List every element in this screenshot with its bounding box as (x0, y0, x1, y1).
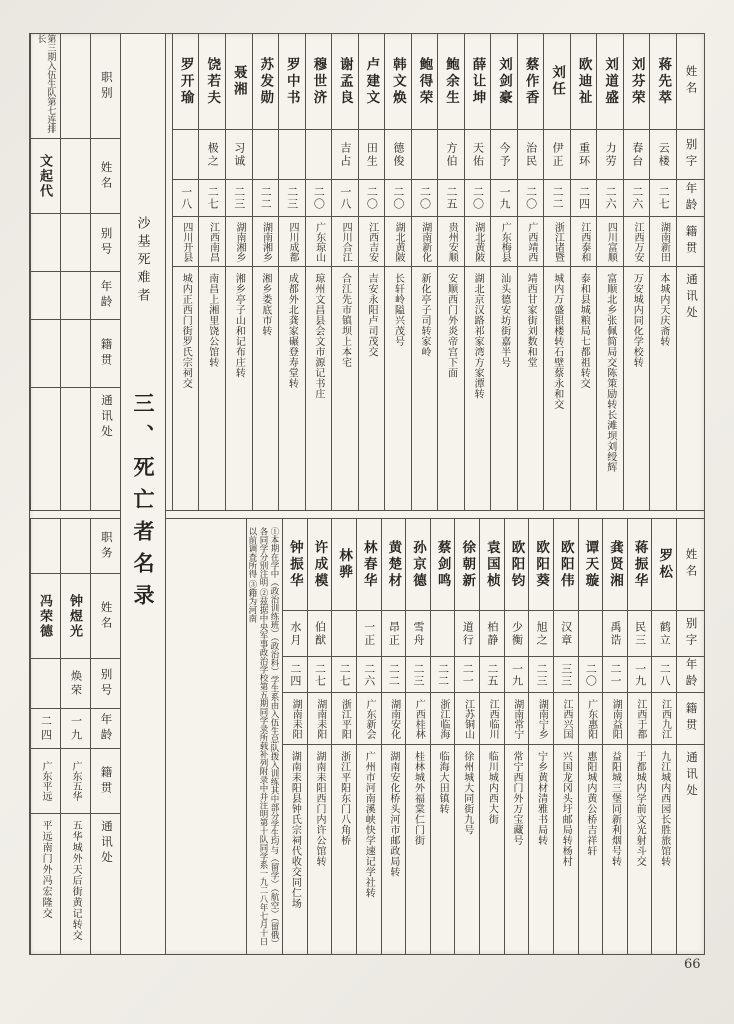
header-contact: 通讯处 (684, 273, 697, 323)
subperson-contact (31, 388, 60, 510)
person-name: 苏发勋 (253, 34, 279, 130)
person-column (252, 34, 279, 510)
person-name: 饶若夫 (199, 34, 225, 130)
subperson-column (30, 519, 60, 954)
subperson-native (31, 320, 60, 388)
person-zi (332, 611, 356, 657)
header-contact: 通讯处 (684, 751, 697, 801)
person-zi: 鹤立 (652, 611, 676, 657)
person-contact: 靖西甘家街刘数和堂 (525, 273, 537, 368)
person-name: 林骅 (332, 519, 356, 611)
person-column (172, 34, 199, 510)
person-contact: 湖北京汉路祁家湾方家潭转 (472, 273, 484, 399)
person-contact: 湘乡娄底市转 (259, 273, 271, 336)
person-zi: 习诚 (226, 130, 252, 180)
person-age: 二七 (199, 180, 225, 217)
person-name: 蔡作香 (518, 34, 544, 130)
person-zi: 民三 (628, 611, 652, 657)
person-column (282, 519, 307, 954)
person-column (305, 34, 332, 510)
person-native: 四川合江 (332, 217, 358, 267)
person-contact: 临海大田镇转 (437, 751, 449, 814)
subperson-hao (61, 214, 90, 272)
person-zi: 今予 (491, 130, 517, 180)
subperson-age: 一九 (61, 709, 90, 749)
top-main-table (172, 34, 704, 510)
person-name: 刘芬荣 (624, 34, 650, 130)
person-age: 一九 (505, 657, 529, 693)
person-age: 二五 (480, 657, 504, 693)
person-zi: 重环 (571, 130, 597, 180)
person-native: 湖南耒阳 (283, 693, 307, 745)
person-age: 二七 (332, 657, 356, 693)
subperson-age (61, 272, 90, 320)
header-age: 年龄 (91, 709, 120, 749)
person-name: 孙京德 (406, 519, 430, 611)
header-native: 籍贯 (677, 693, 704, 745)
person-contact: 湘乡亭子山和记布庄转 (233, 273, 245, 378)
person-contact: 湖南耒阳西门内许公馆转 (314, 751, 326, 867)
person-native: 广东惠阳 (579, 693, 603, 745)
person-native: 湖南宁乡 (529, 693, 553, 745)
person-age: 一九 (628, 657, 652, 693)
person-contact: 新化亭子司转家岭 (419, 273, 431, 357)
top-table-header-column (676, 34, 704, 510)
person-contact: 城内万盛银楼转石壁蔡永和交 (551, 273, 563, 410)
person-column (464, 34, 491, 510)
header-name: 姓名 (91, 574, 120, 659)
group-label (121, 216, 165, 306)
person-column (307, 519, 332, 954)
person-zi: 水月 (283, 611, 307, 657)
person-zi: 吉占 (332, 130, 358, 180)
person-native: 江西泰和 (571, 217, 597, 267)
person-zi: 春台 (624, 130, 650, 180)
person-age: 二三 (279, 180, 305, 217)
person-name: 钟振华 (283, 519, 307, 611)
person-native: 广东梅县 (491, 217, 517, 267)
person-zi: 伯猷 (308, 611, 332, 657)
subperson-role: 第三期入伍生队第七连排长 (31, 34, 60, 139)
person-column (430, 519, 455, 954)
person-native: 浙江平阳 (332, 693, 356, 745)
person-contact: 成都外北龚家碾登寿堂转 (286, 273, 298, 389)
person-name: 刘剑豪 (491, 34, 517, 130)
person-contact: 富顺北乡张佩简局交陈策励转长滩坝刘绶辉 (604, 273, 616, 473)
subperson-role (61, 34, 90, 139)
person-native: 湖南湘乡 (253, 217, 279, 267)
person-native: 江西万安 (624, 217, 650, 267)
person-name: 聂湘 (226, 34, 252, 130)
person-age: 二一 (603, 657, 627, 693)
person-name: 谢孟良 (332, 34, 358, 130)
person-native: 湖北黄陂 (385, 217, 411, 267)
person-contact: 常宁西门外万宝藏号 (511, 751, 523, 846)
person-native: 湖南益阳 (603, 693, 627, 745)
person-name: 刘道盛 (597, 34, 623, 130)
person-contact: 吉安永阳卢司茂交 (365, 273, 377, 357)
person-native: 广西靖西 (518, 217, 544, 267)
person-zi (412, 130, 438, 180)
subperson-role (31, 519, 60, 574)
person-column (596, 34, 623, 510)
person-name: 鲍余生 (438, 34, 464, 130)
header-contact: 通讯处 (99, 820, 112, 867)
person-contact: 于都城内学前文光射斗交 (634, 751, 646, 867)
person-name: 韩文焕 (385, 34, 411, 130)
person-native: 江西兴国 (554, 693, 578, 745)
person-name: 谭天璇 (579, 519, 603, 611)
person-column (649, 34, 676, 510)
header-role: 职别 (91, 34, 120, 139)
person-column (411, 34, 438, 510)
person-contact: 九江城内西园长胜旅馆转 (658, 751, 670, 867)
subperson-native: 广东五华 (61, 749, 90, 814)
person-zi: 一正 (357, 611, 381, 657)
person-age: 二五 (438, 180, 464, 217)
person-age: 二六 (597, 180, 623, 217)
person-name: 欧阳钧 (505, 519, 529, 611)
person-native: 江西吉安 (359, 217, 385, 267)
person-zi: 雪舟 (406, 611, 430, 657)
top-left-subtable (30, 34, 120, 510)
subperson-age: 二四 (31, 709, 60, 749)
header-age: 年龄 (677, 657, 704, 693)
person-name: 欧阳葵 (529, 519, 553, 611)
person-contact: 湖南安化桥头河市邮政局转 (387, 751, 399, 877)
header-age: 年龄 (677, 180, 704, 217)
header-native: 籍贯 (91, 749, 120, 814)
person-column (198, 34, 225, 510)
person-contact: 泰和县城粮局七都祖转交 (578, 273, 590, 389)
person-contact: 长轩岭隘兴茂号 (392, 273, 404, 347)
header-native: 籍贯 (91, 320, 120, 388)
section-title (121, 392, 165, 616)
person-column (479, 519, 504, 954)
person-column (278, 34, 305, 510)
person-name: 林春华 (357, 519, 381, 611)
subperson-name (61, 139, 90, 214)
person-native: 浙江诸暨 (544, 217, 570, 267)
header-zi: 别字 (677, 611, 704, 657)
person-name: 黄楚材 (382, 519, 406, 611)
subperson-role (61, 519, 90, 574)
person-age: 二六 (357, 657, 381, 693)
person-zi: 云楼 (650, 130, 676, 180)
person-native: 湖南常宁 (505, 693, 529, 745)
bottom-table-header-column (676, 519, 704, 954)
person-column (553, 519, 578, 954)
person-native: 湖南湘乡 (226, 217, 252, 267)
person-contact: 临川城内西大街 (486, 751, 498, 825)
person-zi: 力劳 (597, 130, 623, 180)
person-native: 江苏铜山 (455, 693, 479, 745)
person-age: 二二 (431, 657, 455, 693)
person-name: 徐朝新 (455, 519, 479, 611)
top-subtable-header-column (90, 34, 120, 510)
header-contact: 通讯处 (99, 394, 112, 441)
subperson-name: 冯荣德 (31, 574, 60, 659)
person-native: 广西桂林 (406, 693, 430, 745)
person-native: 四川富顺 (597, 217, 623, 267)
header-age: 年龄 (91, 272, 120, 320)
person-age: 二〇 (518, 180, 544, 217)
person-column (504, 519, 529, 954)
person-age: 二一 (455, 657, 479, 693)
header-native: 籍贯 (677, 217, 704, 267)
subperson-column (60, 519, 90, 954)
header-zi: 别字 (677, 130, 704, 180)
person-age: 一九 (491, 180, 517, 217)
person-zi: 汉章 (554, 611, 578, 657)
subperson-contact: 平远南门外冯宏隆交 (40, 820, 52, 919)
person-native: 湖南新田 (650, 217, 676, 267)
person-column (331, 34, 358, 510)
person-native: 广东新会 (357, 693, 381, 745)
person-zi: 方伯 (438, 130, 464, 180)
person-name: 蔡剑鸣 (431, 519, 455, 611)
person-contact: 万安城内同化学校转 (631, 273, 643, 368)
person-column (651, 519, 676, 954)
person-native: 湖南安化 (382, 693, 406, 745)
person-name: 欧阳伟 (554, 519, 578, 611)
person-native: 浙江临海 (431, 693, 455, 745)
person-column (517, 34, 544, 510)
person-age: 二二 (382, 657, 406, 693)
person-native: 江西临川 (480, 693, 504, 745)
person-native: 湖南新化 (412, 217, 438, 267)
person-age: 二七 (650, 180, 676, 217)
person-column (627, 519, 652, 954)
person-native: 江西于都 (628, 693, 652, 745)
person-contact: 桂林城外福棠仁门街 (412, 751, 424, 846)
register-sheet (29, 33, 705, 955)
subperson-contact (61, 388, 90, 510)
person-column (437, 34, 464, 510)
person-native: 江西南昌 (199, 217, 225, 267)
person-column (528, 519, 553, 954)
person-zi: 昂正 (382, 611, 406, 657)
subperson-hao (31, 214, 60, 272)
bottom-main-table (246, 519, 704, 954)
person-native: 湖北黄陂 (465, 217, 491, 267)
person-name: 鲍得荣 (412, 34, 438, 130)
person-zi: 禹诰 (603, 611, 627, 657)
person-contact: 湖南耒阳县钟氏宗祠代收交同仁场 (289, 751, 301, 909)
person-name: 刘任 (544, 34, 570, 130)
person-column (331, 519, 356, 954)
bottom-left-subtable (30, 519, 120, 954)
person-native: 贵州安顺 (438, 217, 464, 267)
subperson-name: 文起代 (31, 139, 60, 214)
person-age: 二〇 (385, 180, 411, 217)
person-column (405, 519, 430, 954)
subperson-column (30, 34, 60, 510)
person-contact: 城内正西门街罗氏宗祠交 (180, 273, 192, 389)
person-column (490, 34, 517, 510)
person-zi: 治民 (518, 130, 544, 180)
person-native: 四川成都 (279, 217, 305, 267)
person-column (602, 519, 627, 954)
subperson-native (61, 320, 90, 388)
person-name: 薛让坤 (465, 34, 491, 130)
person-column (358, 34, 385, 510)
person-contact: 浙江平阳东门八角桥 (338, 751, 350, 846)
footnotes-text: ①本期在学中（政治训练班）（政治科）学生系由入伍生总队拨入训练其中部分学生均与（留学）（航空）（留俄）各同学分别注明 ②兹据中央军事政治学校第五期同学录所载补列附录中并注明第十队同学系一九二八年七月十日以前调查所得 ③籍为河南 (247, 527, 280, 946)
person-name: 许成模 (308, 519, 332, 611)
person-native: 江西九江 (652, 693, 676, 745)
person-contact: 益阳城三堡同新利烟号转 (609, 751, 621, 867)
person-zi: 极之 (199, 130, 225, 180)
person-zi (173, 130, 199, 180)
person-contact: 惠阳城内黄公桥吉祥轩 (584, 751, 596, 856)
person-name: 罗中书 (279, 34, 305, 130)
subperson-hao: 焕荣 (61, 659, 90, 709)
person-age: 一八 (173, 180, 199, 217)
person-zi: 德俊 (385, 130, 411, 180)
person-zi: 柏静 (480, 611, 504, 657)
header-name: 姓名 (677, 519, 704, 611)
person-age: 三三 (554, 657, 578, 693)
person-name: 袁国桢 (480, 519, 504, 611)
person-age: 二〇 (579, 657, 603, 693)
person-age: 二二 (253, 180, 279, 217)
person-age: 二六 (624, 180, 650, 217)
subperson-contact: 五华城外天后街黄记转交 (70, 820, 82, 941)
person-column (225, 34, 252, 510)
person-zi: 少衡 (505, 611, 529, 657)
person-zi: 天佑 (465, 130, 491, 180)
person-age: 二四 (571, 180, 597, 217)
subperson-native: 广东平远 (31, 749, 60, 814)
subperson-hao (31, 659, 60, 709)
header-role: 职务 (91, 519, 120, 574)
person-native: 湖南耒阳 (308, 693, 332, 745)
person-column (543, 34, 570, 510)
person-native: 广东琼山 (306, 217, 332, 267)
person-zi: 道行 (455, 611, 479, 657)
person-zi (431, 611, 455, 657)
person-zi (253, 130, 279, 180)
person-column (623, 34, 650, 510)
subperson-age (31, 272, 60, 320)
header-name: 姓名 (91, 139, 120, 214)
person-name: 龚贤湘 (603, 519, 627, 611)
person-name: 罗开瑜 (173, 34, 199, 130)
person-age: 二〇 (465, 180, 491, 217)
person-contact: 安顺西门外炎帝宫下面 (445, 273, 457, 378)
person-zi (279, 130, 305, 180)
person-contact: 合江先市镇坝上本宅 (339, 273, 351, 368)
person-contact: 琼州文昌县会文市源记书庄 (312, 273, 324, 399)
person-age: 二二 (544, 180, 570, 217)
person-zi: 旭之 (529, 611, 553, 657)
header-hao: 别号 (91, 659, 120, 709)
person-name: 蒋振华 (628, 519, 652, 611)
person-age: 二〇 (412, 180, 438, 217)
person-name: 穆世济 (306, 34, 332, 130)
person-zi (306, 130, 332, 180)
person-column (578, 519, 603, 954)
group-label-text: 沙基死难者 (135, 216, 151, 306)
person-zi: 田生 (359, 130, 385, 180)
person-age: 二三 (529, 657, 553, 693)
person-contact: 兴国龙冈头圩邮局转杨村 (560, 751, 572, 867)
person-age: 二〇 (306, 180, 332, 217)
subperson-name: 钟煜光 (61, 574, 90, 659)
person-name: 蒋先萃 (650, 34, 676, 130)
section-title-text: 三、死亡者名录 (131, 392, 155, 616)
person-contact: 汕头德安坊街嘉半号 (498, 273, 510, 368)
page-number: 66 (684, 957, 701, 972)
header-name: 姓名 (677, 34, 704, 130)
person-column (384, 34, 411, 510)
person-contact: 本城内天庆斋转 (657, 273, 669, 347)
footnote-column (246, 519, 282, 954)
person-age: 二八 (652, 657, 676, 693)
person-age: 二三 (406, 657, 430, 693)
person-age: 二四 (283, 657, 307, 693)
person-name: 罗松 (652, 519, 676, 611)
person-contact: 广州市河南溪峡快学速记学社转 (363, 751, 375, 898)
person-zi (579, 611, 603, 657)
header-hao: 别号 (91, 214, 120, 272)
person-age: 一八 (332, 180, 358, 217)
person-zi: 伊正 (544, 130, 570, 180)
bottom-subtable-header-column (90, 519, 120, 954)
person-age: 二七 (308, 657, 332, 693)
person-age: 二〇 (359, 180, 385, 217)
subperson-column (60, 34, 90, 510)
person-name: 欧迪祉 (571, 34, 597, 130)
person-column (381, 519, 406, 954)
section-title-strip (120, 34, 166, 954)
person-name: 卢建文 (359, 34, 385, 130)
person-age: 二三 (226, 180, 252, 217)
person-column (356, 519, 381, 954)
person-contact: 南昌上湘里饶公馆转 (206, 273, 218, 368)
person-native: 四川开县 (173, 217, 199, 267)
person-contact: 宁乡黄材清雅书局转 (535, 751, 547, 846)
person-column (570, 34, 597, 510)
person-contact: 徐州城大同街九号 (461, 751, 473, 835)
person-column (454, 519, 479, 954)
